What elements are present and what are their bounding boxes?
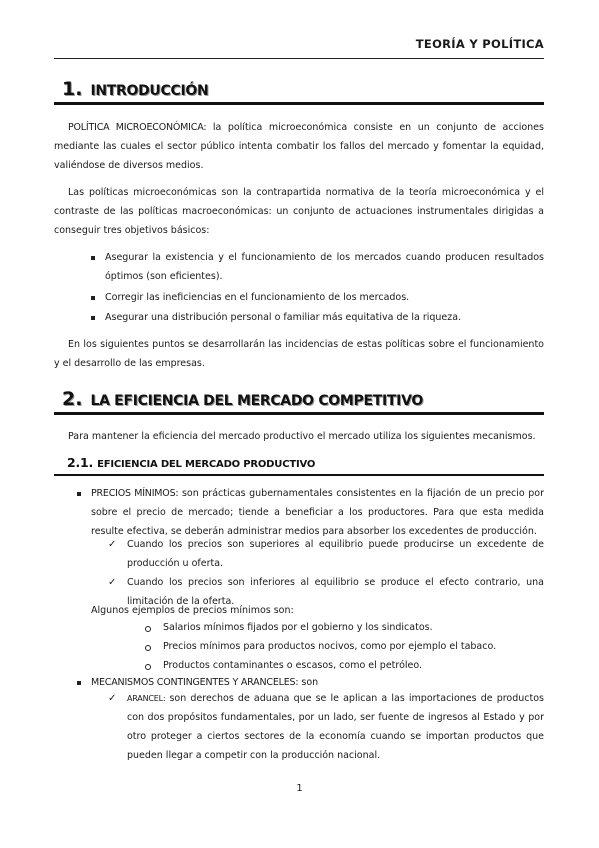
check-item-2: Cuando los precios son inferiores al equilibrio se produce el efecto contrario, una limitación de la oferta. [127,577,544,607]
bullet-square-icon [77,492,81,496]
example-item-1: Salarios mínimos fijados por el gobierno y los sindicatos. [163,622,433,633]
section-1-heading [62,78,208,100]
section-1-paragraph-2: Las políticas microeconómicas son la contrapartida normativa de la teoría microeconómica y el contraste de las políticas macroeconómicas: un conjunto de actuaciones instrumentales dirigidas a conseguir tres objetivos básicos: [54,187,544,236]
precios-minimos-body: son prácticas gubernamentales consistentes en la fijación de un precio por sobre el precio de mercado; tiende a beneficiar a los productores. Para que esta medida resulte efectiva, se deberán administrar medios para absorber los excedentes de producción. [91,488,545,537]
example-item-2: Precios mínimos para productos nocivos, como por ejemplo el tabaco. [163,641,497,652]
circle-bullet-icon [145,664,151,670]
subsection-2-1-number: 2.1. [67,455,94,470]
example-item-3: Productos contaminantes o escasos, como el petróleo. [163,660,423,671]
section-2-heading [62,388,423,410]
term-precios-minimos: PRECIOS MÍNIMOS: [91,488,179,499]
running-header: TEORÍA Y POLÍTICA [415,37,544,51]
section-1-number: 1. [62,78,83,100]
header-rule [54,58,544,59]
paragraph-1-body: la política microeconómica consiste en un conjunto de acciones mediante las cuales el sector público intenta combatir los fallos del mercado y fomentar la equidad, valiéndose de diversos medios. [54,122,544,171]
bullet-square-icon [91,256,95,260]
circle-bullet-icon [145,645,151,651]
arancel-body: son derechos de aduana que se le aplican a las importaciones de productos con dos propósitos fundamentales, por un lado, ser fuente de ingresos al Estado y por otro proteger a ciertos sectores de la economía cuando se importan productos que pueden llegar a competir con la producción nacional. [127,693,544,761]
term-arancel: ARANCEL: [127,694,166,703]
term-mecanismos-contingentes: MECANISMOS CONTINGENTES Y ARANCELES: [91,677,299,688]
bullet-square-icon [91,316,95,320]
item-precios-minimos [91,484,544,541]
objective-item-3: Asegurar una distribución personal o familiar más equitativa de la riqueza. [105,312,462,323]
section-2-rule [54,412,544,415]
section-1-paragraph-1 [54,118,544,175]
arancel-item [127,689,544,765]
section-2-title: LA EFICIENCIA DEL MERCADO COMPETITIVO [90,393,423,409]
section-1-rule [54,102,544,105]
section-1-title: INTRODUCCIÓN [90,83,209,99]
section-2-intro: Para mantener la eficiencia del mercado productivo el mercado utiliza los siguientes mecanismos. [68,431,536,442]
checkmark-icon: ✓ [108,577,117,588]
checkmark-icon: ✓ [108,693,117,704]
check-item-1: Cuando los precios son superiores al equilibrio puede producirse un excedente de producción u oferta. [127,539,544,569]
bullet-square-icon [77,681,81,685]
section-2-number: 2. [62,388,83,410]
bullet-square-icon [91,296,95,300]
page-number: 1 [296,783,303,794]
section-1-paragraph-3: En los siguientes puntos se desarrollarán las incidencias de estas políticas sobre el funcionamiento y el desarrollo de las empresas. [54,339,544,369]
objective-item-1: Asegurar la existencia y el funcionamiento de los mercados cuando producen resultados óptimos (son eficientes). [105,252,544,282]
mecanismos-body: son [301,677,319,688]
term-politica-microeconomica: POLÍTICA MICROECONÓMICA: [68,122,207,133]
checkmark-icon: ✓ [108,539,117,550]
objective-item-2: Corregir las ineficiencias en el funcionamiento de los mercados. [105,292,410,303]
subsection-2-1-title: EFICIENCIA DEL MERCADO PRODUCTIVO [97,459,316,470]
circle-bullet-icon [145,626,151,632]
subsection-2-1-heading [67,455,315,470]
examples-intro: Algunos ejemplos de precios mínimos son: [91,605,294,616]
subsection-2-1-rule [54,474,544,476]
